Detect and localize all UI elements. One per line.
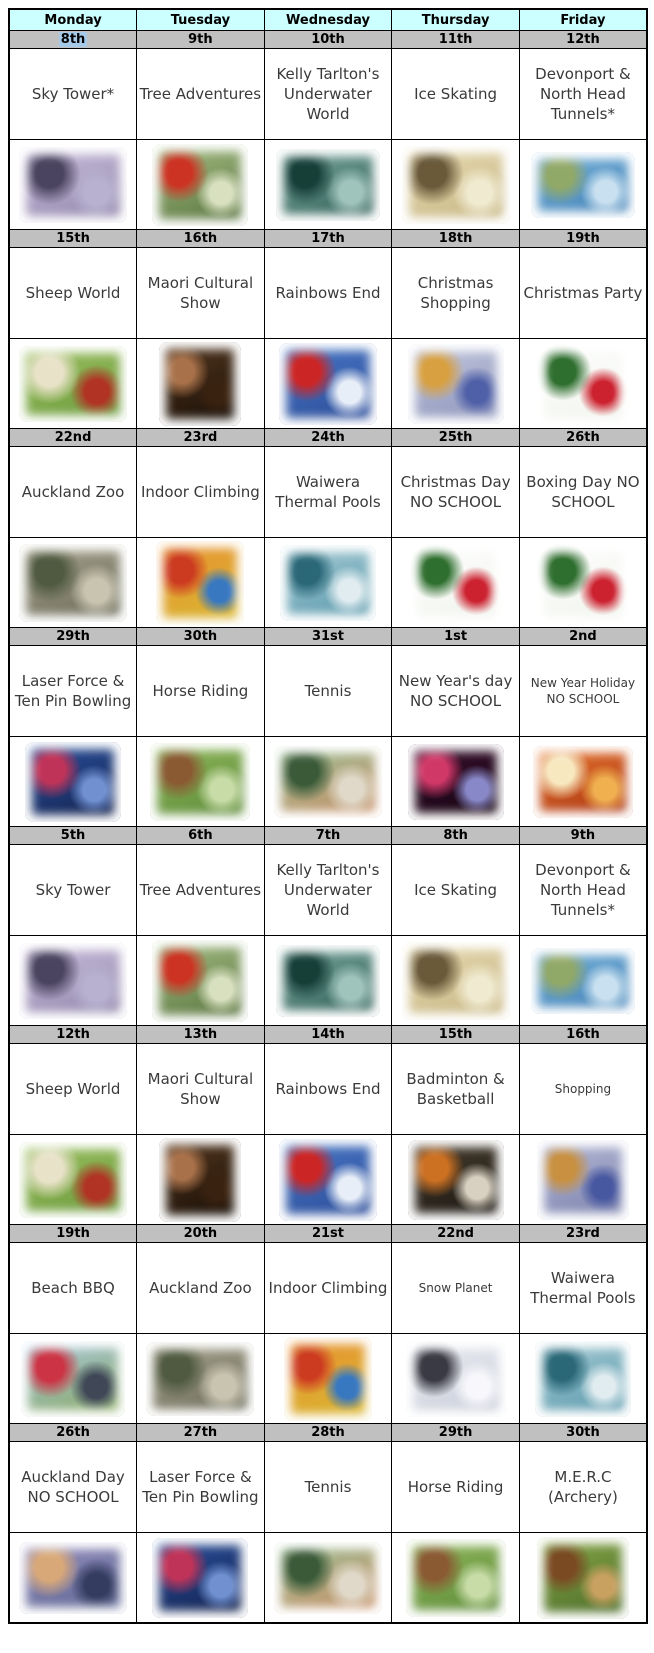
rainbows-end-photo <box>279 1139 377 1221</box>
activity-cell: Indoor Climbing <box>137 447 265 538</box>
date-cell <box>519 1225 647 1243</box>
week-7-date-row <box>9 1225 647 1243</box>
activity-cell: Laser Force & Ten Pin Bowling <box>137 1442 265 1533</box>
week-7-photo-row <box>9 1334 647 1424</box>
photo-cell <box>519 936 647 1026</box>
date-cell <box>137 1424 265 1442</box>
harbour-bridge-photo <box>19 1542 127 1614</box>
photo-cell <box>137 339 265 429</box>
waiwera-pools-photo <box>535 1341 631 1417</box>
date-cell <box>9 429 137 447</box>
photo-cell <box>264 140 392 230</box>
date-cell <box>9 230 137 248</box>
photo-cell <box>264 1533 392 1624</box>
date-label: 10th <box>311 32 345 47</box>
laser-force-photo <box>152 1538 248 1618</box>
activity-cell: Kelly Tarlton's Underwater World <box>264 845 392 936</box>
date-cell <box>9 827 137 845</box>
christmas-tree-photo <box>410 543 502 623</box>
maori-show-photo <box>159 1138 241 1222</box>
week-1-photo-row <box>9 140 647 230</box>
horse-riding-photo <box>406 1539 506 1617</box>
week-7-activity-row <box>9 1243 647 1334</box>
ice-skating-photo <box>402 942 510 1020</box>
holiday-programme-table <box>8 8 648 1624</box>
activity-cell: Badminton & Basketball <box>392 1044 520 1135</box>
basketball-hoop-photo <box>408 1140 504 1220</box>
beach-bbq-photo <box>21 1341 125 1417</box>
date-label: 19th <box>566 231 600 246</box>
date-cell <box>392 827 520 845</box>
photo-cell <box>9 1334 137 1424</box>
waiwera-pools-photo <box>280 545 376 621</box>
photo-cell <box>519 1533 647 1624</box>
date-label: 15th <box>56 231 90 246</box>
date-cell <box>519 827 647 845</box>
photo-cell <box>392 737 520 827</box>
activity-cell: New Year Holiday NO SCHOOL <box>519 646 647 737</box>
week-4-date-row <box>9 628 647 646</box>
christmas-tree-photo <box>537 343 629 425</box>
week-6-activity-row <box>9 1044 647 1135</box>
date-label: 21st <box>311 1226 344 1241</box>
zoo-elephants-photo <box>19 544 127 622</box>
maori-show-photo <box>159 342 241 426</box>
activity-cell: Devonport & North Head Tunnels* <box>519 49 647 140</box>
date-cell <box>392 1026 520 1044</box>
archery-target-photo <box>537 1537 629 1619</box>
photo-cell <box>519 339 647 429</box>
week-3-date-row <box>9 429 647 447</box>
activity-cell: Maori Cultural Show <box>137 248 265 339</box>
sheep-world-photo <box>19 1142 127 1218</box>
date-label: 12th <box>56 1027 90 1042</box>
activity-cell: Rainbows End <box>264 248 392 339</box>
date-label: 19th <box>56 1226 90 1241</box>
date-cell <box>137 230 265 248</box>
photo-cell <box>9 1533 137 1624</box>
date-label: 5th <box>60 828 86 843</box>
date-cell <box>137 429 265 447</box>
week-2-activity-row <box>9 248 647 339</box>
programme-body <box>9 31 647 1624</box>
activity-cell: Sky Tower <box>9 845 137 936</box>
activity-cell: Devonport & North Head Tunnels* <box>519 845 647 936</box>
date-label: 6th <box>188 828 213 843</box>
date-cell <box>137 628 265 646</box>
date-label: 8th <box>60 32 86 47</box>
activity-cell: Horse Riding <box>137 646 265 737</box>
activity-cell: Tree Adventures <box>137 49 265 140</box>
photo-cell <box>264 737 392 827</box>
photo-cell <box>9 1135 137 1225</box>
snow-planet-photo <box>406 1341 506 1417</box>
date-label: 22nd <box>54 430 92 445</box>
week-4-photo-row <box>9 737 647 827</box>
tennis-photo <box>274 746 382 818</box>
weekday-header-row <box>9 9 647 31</box>
christmas-shopping-photo <box>408 344 504 424</box>
date-label: 1st <box>444 629 468 644</box>
photo-cell <box>392 339 520 429</box>
laser-force-photo <box>25 742 121 822</box>
day-header-wednesday: Wednesday <box>264 9 392 31</box>
week-2-photo-row <box>9 339 647 429</box>
date-label: 13th <box>183 1027 218 1042</box>
horse-riding-photo <box>150 743 250 821</box>
week-2-date-row <box>9 230 647 248</box>
photo-cell <box>392 936 520 1026</box>
photo-cell <box>519 1135 647 1225</box>
date-cell <box>392 1424 520 1442</box>
photo-cell <box>137 936 265 1026</box>
date-cell <box>137 827 265 845</box>
date-cell <box>137 1026 265 1044</box>
date-cell <box>264 628 392 646</box>
indoor-climbing-photo <box>284 1337 372 1421</box>
date-cell <box>519 230 647 248</box>
date-cell <box>9 1026 137 1044</box>
date-label: 17th <box>311 231 345 246</box>
date-cell <box>519 628 647 646</box>
day-header-thursday: Thursday <box>392 9 520 31</box>
sky-tower-photo <box>19 147 127 223</box>
date-label: 8th <box>443 828 468 843</box>
date-cell <box>519 429 647 447</box>
date-cell <box>392 230 520 248</box>
date-cell <box>9 1225 137 1243</box>
photo-cell <box>519 1334 647 1424</box>
devonport-aerial-photo <box>531 152 635 218</box>
activity-cell: Christmas Day NO SCHOOL <box>392 447 520 538</box>
date-label: 29th <box>56 629 90 644</box>
zoo-elephants-photo <box>146 1342 254 1416</box>
day-header-tuesday: Tuesday <box>137 9 265 31</box>
week-3-photo-row <box>9 538 647 628</box>
date-cell <box>519 1026 647 1044</box>
date-label: 30th <box>183 629 218 644</box>
date-cell <box>9 1424 137 1442</box>
date-cell <box>264 827 392 845</box>
date-label: 31st <box>311 629 344 644</box>
photo-cell <box>392 140 520 230</box>
week-1-activity-row <box>9 49 647 140</box>
date-cell <box>392 1225 520 1243</box>
activity-cell: Horse Riding <box>392 1442 520 1533</box>
date-cell <box>264 1026 392 1044</box>
photo-cell <box>519 140 647 230</box>
date-cell <box>264 429 392 447</box>
photo-cell <box>264 339 392 429</box>
photo-cell <box>9 936 137 1026</box>
activity-cell: Christmas Shopping <box>392 248 520 339</box>
date-label: 27th <box>183 1425 218 1440</box>
date-label: 25th <box>438 430 473 445</box>
activity-cell: Tree Adventures <box>137 845 265 936</box>
photo-cell <box>392 1135 520 1225</box>
activity-cell: Sheep World <box>9 248 137 339</box>
indoor-climbing-photo <box>156 541 244 625</box>
weekday-header-row <box>9 9 647 31</box>
activity-cell: M.E.R.C (Archery) <box>519 1442 647 1533</box>
date-label: 7th <box>315 828 341 843</box>
photo-cell <box>9 140 137 230</box>
date-cell <box>392 429 520 447</box>
date-label: 29th <box>438 1425 473 1440</box>
week-8-activity-row <box>9 1442 647 1533</box>
week-8-date-row <box>9 1424 647 1442</box>
date-label: 16th <box>566 1027 600 1042</box>
tree-adventures-photo <box>152 144 248 226</box>
sheep-world-photo <box>19 346 127 422</box>
date-label: 30th <box>566 1425 600 1440</box>
activity-cell: Shopping <box>519 1044 647 1135</box>
ice-skating-photo <box>402 146 510 224</box>
tree-adventures-photo <box>152 940 248 1022</box>
shopping-mall-photo <box>537 1140 629 1220</box>
date-label: 22nd <box>437 1226 474 1241</box>
date-label: 28th <box>311 1425 345 1440</box>
week-6-date-row <box>9 1026 647 1044</box>
date-label: 20th <box>183 1226 218 1241</box>
activity-cell: Beach BBQ <box>9 1243 137 1334</box>
activity-cell: Ice Skating <box>392 845 520 936</box>
date-cell <box>137 31 265 49</box>
sky-tower-photo <box>19 943 127 1019</box>
date-cell <box>9 628 137 646</box>
date-label: 23rd <box>183 430 218 445</box>
date-cell <box>519 31 647 49</box>
photo-cell <box>137 737 265 827</box>
photo-cell <box>137 1334 265 1424</box>
date-label: 9th <box>188 32 213 47</box>
underwater-world-photo <box>276 149 380 221</box>
photo-cell <box>519 538 647 628</box>
week-3-activity-row <box>9 447 647 538</box>
date-cell <box>264 1225 392 1243</box>
date-label: 18th <box>438 231 473 246</box>
activity-cell: Christmas Party <box>519 248 647 339</box>
activity-cell: Rainbows End <box>264 1044 392 1135</box>
photo-cell <box>392 1533 520 1624</box>
activity-cell: Sky Tower* <box>9 49 137 140</box>
date-cell <box>264 1424 392 1442</box>
date-label: 26th <box>566 430 600 445</box>
week-6-photo-row <box>9 1135 647 1225</box>
date-label: 9th <box>570 828 596 843</box>
photo-cell <box>519 737 647 827</box>
activity-cell: Indoor Climbing <box>264 1243 392 1334</box>
photo-cell <box>137 538 265 628</box>
date-label: 15th <box>438 1027 473 1042</box>
date-label: 14th <box>311 1027 345 1042</box>
activity-cell: Tennis <box>264 1442 392 1533</box>
date-cell <box>137 1225 265 1243</box>
photo-cell <box>264 1135 392 1225</box>
activity-cell: Boxing Day NO SCHOOL <box>519 447 647 538</box>
activity-cell: Sheep World <box>9 1044 137 1135</box>
activity-cell: Auckland Day NO SCHOOL <box>9 1442 137 1533</box>
photo-cell <box>137 1135 265 1225</box>
photo-cell <box>137 140 265 230</box>
activity-cell: Waiwera Thermal Pools <box>264 447 392 538</box>
week-5-date-row <box>9 827 647 845</box>
date-cell <box>264 230 392 248</box>
christmas-tree-photo <box>537 543 629 623</box>
week-4-activity-row <box>9 646 647 737</box>
rainbows-end-photo <box>279 343 377 425</box>
fireworks-photo <box>533 746 633 818</box>
underwater-world-photo <box>276 945 380 1017</box>
devonport-aerial-photo <box>531 948 635 1014</box>
fireworks-photo <box>408 744 504 820</box>
photo-cell <box>9 737 137 827</box>
date-label: 26th <box>56 1425 90 1440</box>
week-8-photo-row <box>9 1533 647 1624</box>
date-cell <box>519 1424 647 1442</box>
date-label: 16th <box>183 231 218 246</box>
activity-cell: Kelly Tarlton's Underwater World <box>264 49 392 140</box>
week-1-date-row <box>9 31 647 49</box>
photo-cell <box>392 538 520 628</box>
date-cell <box>392 628 520 646</box>
activity-cell: Laser Force & Ten Pin Bowling <box>9 646 137 737</box>
photo-cell <box>9 538 137 628</box>
activity-cell: Snow Planet <box>392 1243 520 1334</box>
activity-cell: Ice Skating <box>392 49 520 140</box>
date-label: 24th <box>311 430 345 445</box>
activity-cell: New Year's day NO SCHOOL <box>392 646 520 737</box>
day-header-monday: Monday <box>9 9 137 31</box>
date-label: 12th <box>566 32 600 47</box>
activity-cell: Maori Cultural Show <box>137 1044 265 1135</box>
photo-cell <box>9 339 137 429</box>
week-5-activity-row <box>9 845 647 936</box>
photo-cell <box>264 538 392 628</box>
day-header-friday: Friday <box>519 9 647 31</box>
photo-cell <box>264 936 392 1026</box>
photo-cell <box>392 1334 520 1424</box>
tennis-photo <box>274 1542 382 1614</box>
date-label: 2nd <box>569 629 597 644</box>
photo-cell <box>264 1334 392 1424</box>
activity-cell: Waiwera Thermal Pools <box>519 1243 647 1334</box>
week-5-photo-row <box>9 936 647 1026</box>
date-label: 11th <box>438 32 473 47</box>
date-cell <box>264 31 392 49</box>
date-cell <box>392 31 520 49</box>
activity-cell: Auckland Zoo <box>9 447 137 538</box>
activity-cell: Tennis <box>264 646 392 737</box>
date-cell-selected <box>9 31 137 49</box>
date-label: 23rd <box>566 1226 600 1241</box>
activity-cell: Auckland Zoo <box>137 1243 265 1334</box>
photo-cell <box>137 1533 265 1624</box>
